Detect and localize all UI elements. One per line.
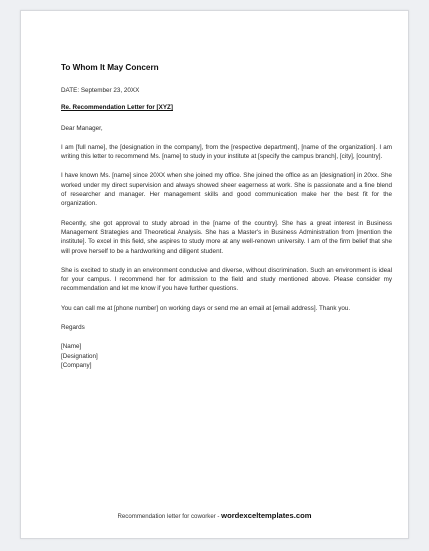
paragraph-background: Recently, she got approval to study abroad in the [name of the country]. She has a great interest in Business Management Strategies and Theoretical Analysis. She has a Master's in Business Administration from [mention the institute]. To excel in this field, she aspires to study more at any well-renown university. I am of the firm belief that she will prove herself to be a hardworking and diligent student. bbox=[61, 219, 392, 255]
letter-date: DATE: September 23, 20XX bbox=[61, 87, 140, 94]
footer-caption: Recommendation letter for coworker - bbox=[117, 513, 222, 520]
letter-greeting: Dear Manager, bbox=[61, 124, 103, 132]
signature-name: [Name] bbox=[61, 343, 82, 351]
document-page bbox=[20, 10, 409, 539]
signature-company: [Company] bbox=[61, 361, 92, 369]
paragraph-acquaintance: I have known Ms. [name] since 20XX when she joined my office. She joined the office as an [designation] in 20xx. She worked under my direct supervision and always showed sheer eagerness at work. She is passionate and a fine blend of researcher and manager. Her management skills and good communication make her the best fit for the organization. bbox=[61, 172, 392, 208]
letter-body bbox=[61, 63, 392, 370]
letter-subject: Re. Recommendation Letter for [XYZ] bbox=[61, 104, 173, 112]
letter-title: To Whom It May Concern bbox=[61, 63, 159, 72]
paragraph-contact: You can call me at [phone number] on working days or send me an email at [email address]. Thank you. bbox=[61, 304, 351, 312]
signature-designation: [Designation] bbox=[61, 352, 98, 360]
footer-brand: wordexceltemplates.com bbox=[221, 511, 312, 520]
letter-closing: Regards bbox=[61, 324, 85, 332]
paragraph-introduction: I am [full name], the [designation in the company], from the [respective department], [name of the organization]. I am writing this letter to recommend Ms. [name] to study in your institute at [specify the campus branch], [city], [country]. bbox=[61, 143, 392, 161]
paragraph-recommendation: She is excited to study in an environment conducive and diverse, without discrimination. Such an environment is ideal for your campus. I recommend her for admission to the field and study mentioned above. Please consider my recommendation and let me know if you have further questions. bbox=[61, 266, 392, 293]
page-footer bbox=[21, 511, 408, 520]
